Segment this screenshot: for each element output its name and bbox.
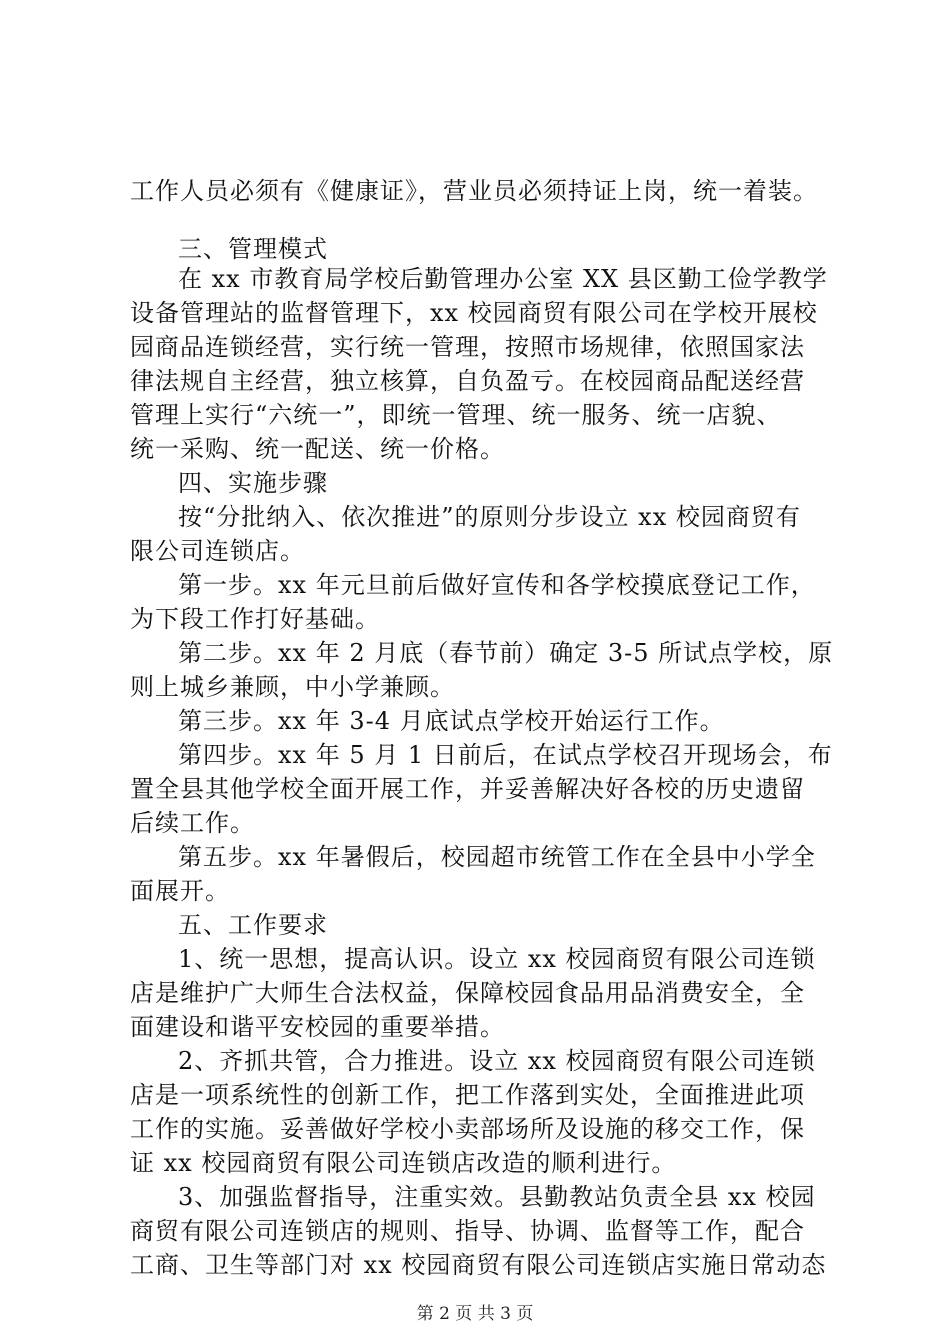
body-line: 限公司连锁店。	[130, 537, 305, 565]
body-line: 第二步。xx 年 2 月底（春节前）确定 3-5 所试点学校，原	[178, 639, 834, 667]
body-line: 工作的实施。妥善做好学校小卖部场所及设施的移交工作，保	[130, 1115, 805, 1143]
body-line: 按“分批纳入、依次推进”的原则分步设立 xx 校园商贸有	[178, 503, 801, 531]
body-line: 3、加强监督指导，注重实效。县勤教站负责全县 xx 校园	[178, 1183, 816, 1211]
body-line: 设备管理站的监督管理下，xx 校园商贸有限公司在学校开展校	[130, 299, 818, 327]
body-line: 1、统一思想，提高认识。设立 xx 校园商贸有限公司连锁	[178, 945, 816, 973]
body-line: 工作人员必须有《健康证》，营业员必须持证上岗，统一着装。	[130, 177, 818, 205]
body-line: 律法规自主经营，独立核算，自负盈亏。在校园商品配送经营	[130, 367, 805, 395]
body-line: 置全县其他学校全面开展工作，并妥善解决好各校的历史遗留	[130, 775, 805, 803]
body-line: 统一采购、统一配送、统一价格。	[130, 435, 505, 463]
body-line: 在 xx 市教育局学校后勤管理办公室 XX 县区勤工俭学教学	[178, 265, 828, 293]
body-line: 店是一项系统性的创新工作，把工作落到实处，全面推进此项	[130, 1081, 805, 1109]
page-number-footer: 第 2 页 共 3 页	[416, 1304, 534, 1324]
body-line: 工商、卫生等部门对 xx 校园商贸有限公司连锁店实施日常动态	[130, 1251, 827, 1279]
body-line: 管理上实行“六统一”，即统一管理、统一服务、统一店貌、	[130, 401, 782, 429]
section-heading: 四、实施步骤	[178, 469, 328, 497]
body-line: 第五步。xx 年暑假后，校园超市统管工作在全县中小学全	[178, 843, 816, 871]
body-line: 后续工作。	[130, 809, 255, 837]
body-line: 面建设和谐平安校园的重要举措。	[130, 1013, 505, 1041]
section-heading: 五、工作要求	[178, 911, 328, 939]
body-line: 商贸有限公司连锁店的规则、指导、协调、监督等工作，配合	[130, 1217, 805, 1245]
body-line: 园商品连锁经营，实行统一管理，按照市场规律，依照国家法	[130, 333, 805, 361]
body-line: 2、齐抓共管，合力推进。设立 xx 校园商贸有限公司连锁	[178, 1047, 816, 1075]
section-heading: 三、管理模式	[178, 235, 328, 263]
body-line: 则上城乡兼顾，中小学兼顾。	[130, 673, 455, 701]
body-line: 店是维护广大师生合法权益，保障校园食品用品消费安全，全	[130, 979, 805, 1007]
body-line: 第一步。xx 年元旦前后做好宣传和各学校摸底登记工作，	[178, 571, 816, 599]
body-line: 为下段工作打好基础。	[130, 605, 380, 633]
body-line: 面展开。	[130, 877, 230, 905]
body-line: 证 xx 校园商贸有限公司连锁店改造的顺利进行。	[130, 1149, 677, 1177]
body-line: 第三步。xx 年 3-4 月底试点学校开始运行工作。	[178, 707, 725, 735]
body-line: 第四步。xx 年 5 月 1 日前后，在试点学校召开现场会，布	[178, 741, 833, 769]
